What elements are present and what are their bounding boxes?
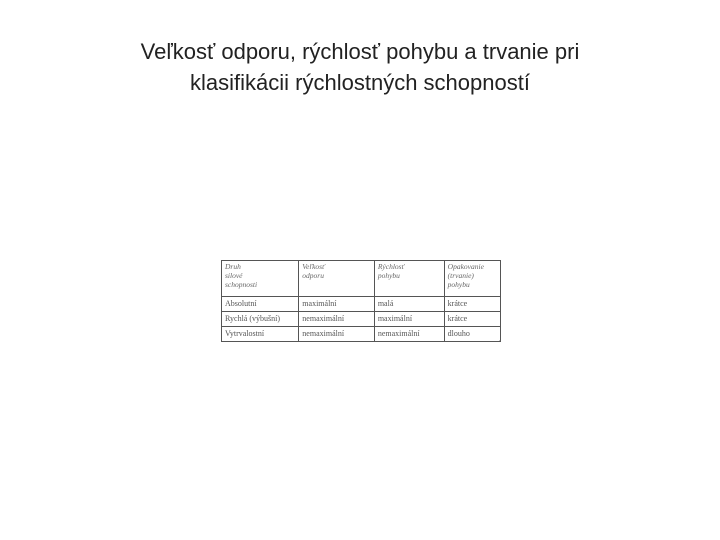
scanned-table-image xyxy=(221,260,503,350)
header-cell-duration: Opakovanie (trvanie) pohybu xyxy=(444,261,500,297)
table-cell: krátce xyxy=(444,312,500,327)
table-row xyxy=(222,312,501,327)
table-cell: malá xyxy=(374,297,444,312)
table-row xyxy=(222,297,501,312)
classification-table xyxy=(221,260,501,342)
table-cell: Rychlá (výbušní) xyxy=(222,312,299,327)
table-cell: krátce xyxy=(444,297,500,312)
table-cell: dlouho xyxy=(444,327,500,342)
header-cell-resistance: Veľkosť odporu xyxy=(299,261,375,297)
table-cell: nemaximální xyxy=(299,327,375,342)
slide-title xyxy=(60,36,660,98)
table-row xyxy=(222,327,501,342)
table-cell: Absolutní xyxy=(222,297,299,312)
header-cell-type: Druh silové schopnosti xyxy=(222,261,299,297)
header-cell-speed: Rýchlosť pohybu xyxy=(374,261,444,297)
table-cell: nemaximální xyxy=(374,327,444,342)
table-cell: maximální xyxy=(374,312,444,327)
title-line-1: Veľkosť odporu, rýchlosť pohybu a trvanie pri xyxy=(140,39,580,64)
title-line-2: klasifikácii rýchlostných schopností xyxy=(190,70,530,95)
table-cell: maximální xyxy=(299,297,375,312)
table-cell: nemaximální xyxy=(299,312,375,327)
table-cell: Vytrvalostní xyxy=(222,327,299,342)
scan-speck: . xyxy=(499,334,501,343)
table-header-row xyxy=(222,261,501,297)
